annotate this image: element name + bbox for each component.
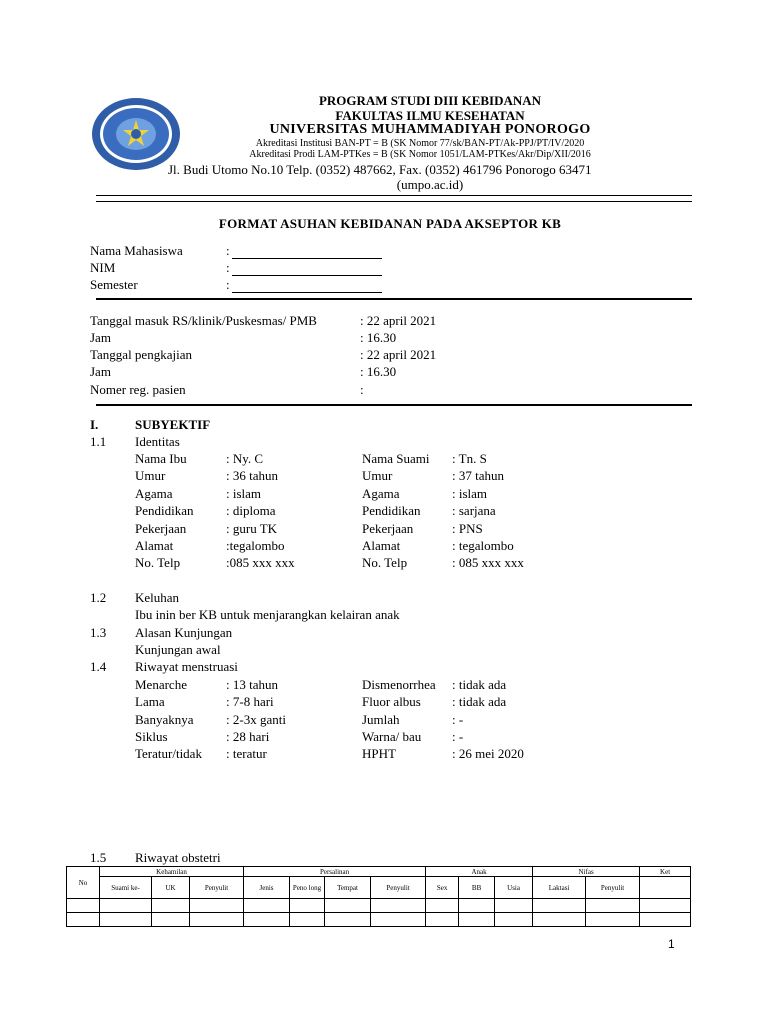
menstruation-value: : tidak ada [452,677,507,692]
page-number: 1 [668,937,675,951]
subsection-number: 1.5 [90,850,107,865]
subsection-number: 1.4 [90,659,107,674]
identity-label: Alamat [362,538,401,553]
identity-value: : tegalombo [452,538,514,553]
col-tempat: Tempat [325,877,371,899]
col-no: No [67,867,100,899]
visit-reason-text: Kunjungan awal [135,642,221,657]
identity-value: : 085 xxx xxx [452,555,524,570]
header-university: UNIVERSITAS MUHAMMADIYAH PONOROGO [269,122,591,137]
header-faculty: FAKULTAS ILMU KESEHATAN [335,108,525,123]
col-laktasi: Laktasi [533,877,586,899]
identity-value: : Ny. C [226,451,264,466]
header-accreditation-program: Akreditasi Prodi LAM-PTKes = B (SK Nomor 1051/LAM-PTKes/Akr/Dip/XII/2016 [249,149,591,160]
student-nim-field[interactable]: : [226,259,382,276]
identity-label: No. Telp [135,555,181,570]
menstruation-label: Siklus [135,729,168,744]
subsection-title: Riwayat obstetri [135,850,221,865]
assessment-date-label: Tanggal pengkajian [90,347,192,362]
header-accreditation-institution: Akreditasi Institusi BAN-PT = B (SK Nomor 77/sk/BAN-PT/Ak-PPJ/PT/IV/2020 [255,138,585,149]
menstruation-label: Fluor albus [362,694,421,709]
col-ket [640,877,691,899]
reg-number-value: : [360,382,364,397]
student-nim-label: NIM [90,260,116,275]
identity-label: Pendidikan [362,503,421,518]
col-suami: Suami ke- [100,877,152,899]
student-semester-label: Semester [90,277,138,292]
student-name-field[interactable]: : [226,242,382,259]
identity-value: : PNS [452,521,483,536]
col-penyulit: Penyulit [190,877,244,899]
col-penyulit: Penyulit [586,877,640,899]
menstruation-label: Menarche [135,677,187,692]
identity-value: : 36 tahun [226,468,278,483]
col-usia: Usia [495,877,533,899]
section-divider [96,298,692,300]
section-divider-2 [96,404,692,406]
menstruation-value: : 28 hari [226,729,270,744]
menstruation-value: : - [452,729,464,744]
menstruation-value: : tidak ada [452,694,507,709]
identity-value: : Tn. S [452,451,487,466]
col-penyulit: Penyulit [371,877,426,899]
header-rule-bottom [96,201,692,202]
col-bb: BB [459,877,495,899]
header-program: PROGRAM STUDI DIII KEBIDANAN [318,93,542,108]
admission-date-value: : 22 april 2021 [360,313,437,328]
group-kehamilan: Kehamilan [100,867,244,877]
group-ket: Ket [640,867,691,877]
section-title: SUBYEKTIF [135,417,211,432]
identity-label: Nama Ibu [135,451,187,466]
subsection-number: 1.3 [90,625,107,640]
identity-label: Umur [362,468,393,483]
subsection-number: 1.2 [90,590,107,605]
assessment-date-value: : 22 april 2021 [360,347,437,362]
menstruation-value: : 7-8 hari [226,694,274,709]
menstruation-value: : - [452,712,464,727]
identity-label: Alamat [135,538,174,553]
identity-value: : diploma [226,503,276,518]
assessment-time-label: Jam [90,364,111,379]
admission-time-value: : 16.30 [360,330,397,345]
identity-value: :085 xxx xxx [226,555,295,570]
identity-value: : sarjana [452,503,496,518]
subsection-title: Identitas [135,434,180,449]
menstruation-label: Warna/ bau [362,729,422,744]
col-sex: Sex [426,877,459,899]
identity-value: :tegalombo [226,538,285,553]
menstruation-value: : 2-3x ganti [226,712,286,727]
student-semester-field[interactable]: : [226,276,382,293]
identity-label: Agama [362,486,400,501]
subsection-title: Alasan Kunjungan [135,625,233,640]
complaint-text: Ibu inin ber KB untuk menjarangkan kelairan anak [135,607,400,622]
student-name-label: Nama Mahasiswa [90,243,183,258]
menstruation-label: Dismenorrhea [362,677,436,692]
subsection-number: 1.1 [90,434,107,449]
group-anak: Anak [426,867,533,877]
admission-time-label: Jam [90,330,111,345]
menstruation-value: : teratur [226,746,267,761]
identity-value: : 37 tahun [452,468,504,483]
assessment-time-value: : 16.30 [360,364,397,379]
subsection-title: Keluhan [135,590,180,605]
col-penolong: Peno long [290,877,325,899]
header-website: (umpo.ac.id) [396,177,464,192]
identity-label: Pekerjaan [135,521,187,536]
form-title: FORMAT ASUHAN KEBIDANAN PADA AKSEPTOR KB [218,216,562,231]
menstruation-label: HPHT [362,746,396,761]
menstruation-label: Banyaknya [135,712,194,727]
identity-label: Umur [135,468,166,483]
identity-label: Pekerjaan [362,521,414,536]
subsection-title: Riwayat menstruasi [135,659,238,674]
identity-value: : islam [452,486,488,501]
table-row[interactable] [67,899,691,913]
menstruation-label: Teratur/tidak [135,746,202,761]
identity-value: : islam [226,486,262,501]
header-rule-top [96,195,692,196]
menstruation-label: Lama [135,694,165,709]
identity-label: Agama [135,486,173,501]
reg-number-label: Nomer reg. pasien [90,382,186,397]
menstruation-value: : 26 mei 2020 [452,746,524,761]
identity-label: Nama Suami [362,451,430,466]
admission-date-label: Tanggal masuk RS/klinik/Puskesmas/ PMB [90,313,317,328]
group-nifas: Nifas [533,867,640,877]
section-number: I. [90,417,99,432]
col-uk: UK [152,877,190,899]
table-row[interactable] [67,913,691,927]
menstruation-value: : 13 tahun [226,677,278,692]
header-address: Jl. Budi Utomo No.10 Telp. (0352) 487662, Fax. (0352) 461796 Ponorogo 63471 [168,162,592,177]
col-jenis: Jenis [244,877,290,899]
group-persalinan: Persalinan [244,867,426,877]
identity-label: No. Telp [362,555,408,570]
identity-label: Pendidikan [135,503,194,518]
identity-value: : guru TK [226,521,278,536]
obstetric-history-table [66,866,691,927]
menstruation-label: Jumlah [362,712,400,727]
